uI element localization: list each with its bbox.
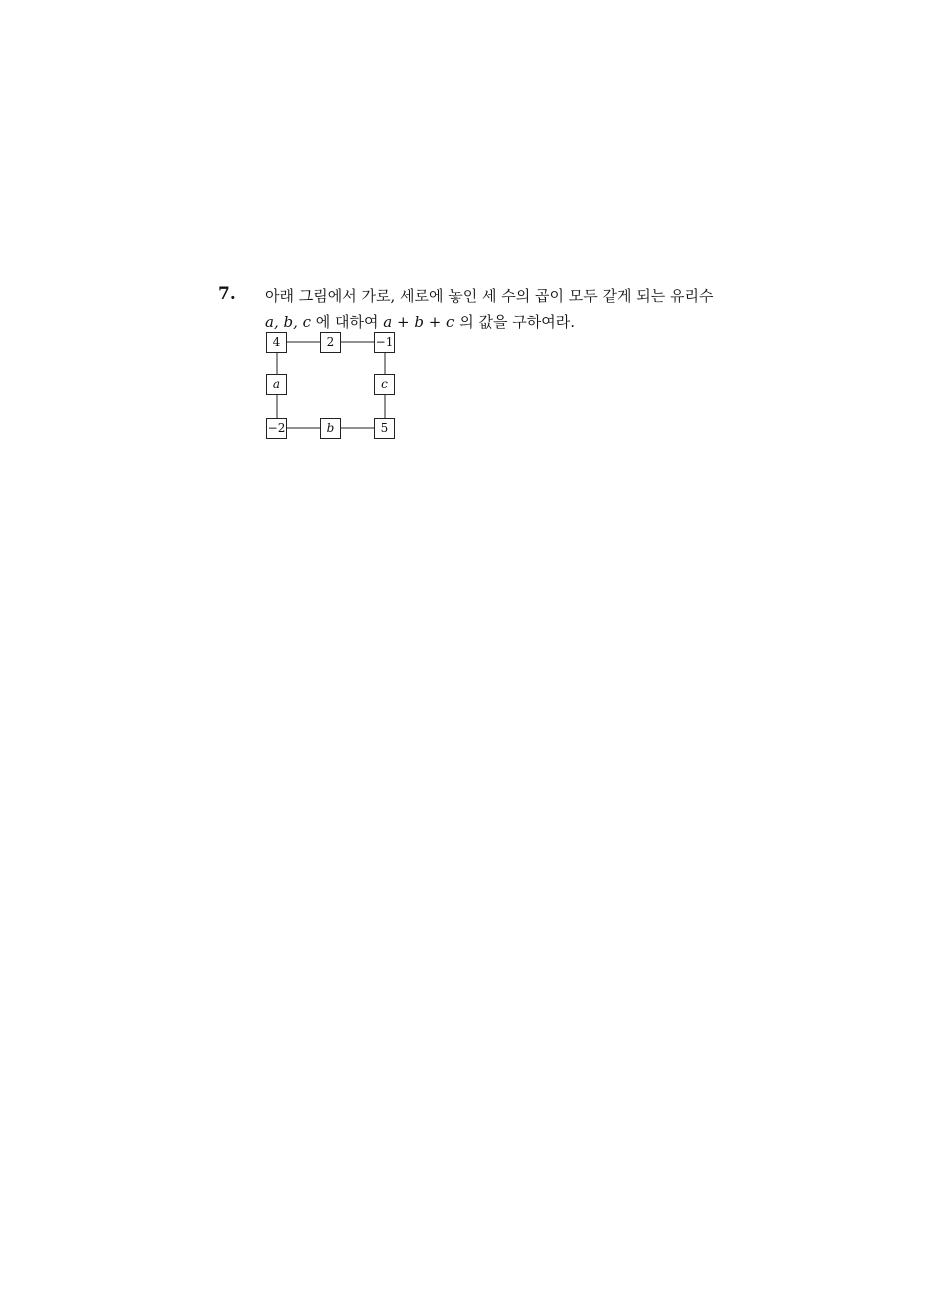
- number-grid-diagram: [264, 330, 398, 440]
- problem-text-line-1: 아래 그림에서 가로, 세로에 놓인 세 수의 곱이 모두 같게 되는 유리수: [265, 287, 714, 305]
- cell-top-middle: 2: [320, 332, 341, 353]
- problem-text-line-2: [265, 312, 575, 332]
- text-mid: 에 대하여: [311, 313, 384, 331]
- cell-bottom-right: 5: [374, 418, 395, 439]
- sum-expression: a + b + c: [383, 313, 455, 331]
- text-end: 의 값을 구하여라.: [454, 313, 575, 331]
- cell-bottom-left: −2: [266, 418, 287, 439]
- variables-list: a, b, c: [265, 313, 312, 331]
- cell-middle-left: a: [266, 374, 287, 395]
- cell-top-right: −1: [374, 332, 395, 353]
- cell-top-left: 4: [266, 332, 287, 353]
- problem-number: 7.: [218, 284, 236, 304]
- cell-middle-right: c: [374, 374, 395, 395]
- cell-bottom-middle: b: [320, 418, 341, 439]
